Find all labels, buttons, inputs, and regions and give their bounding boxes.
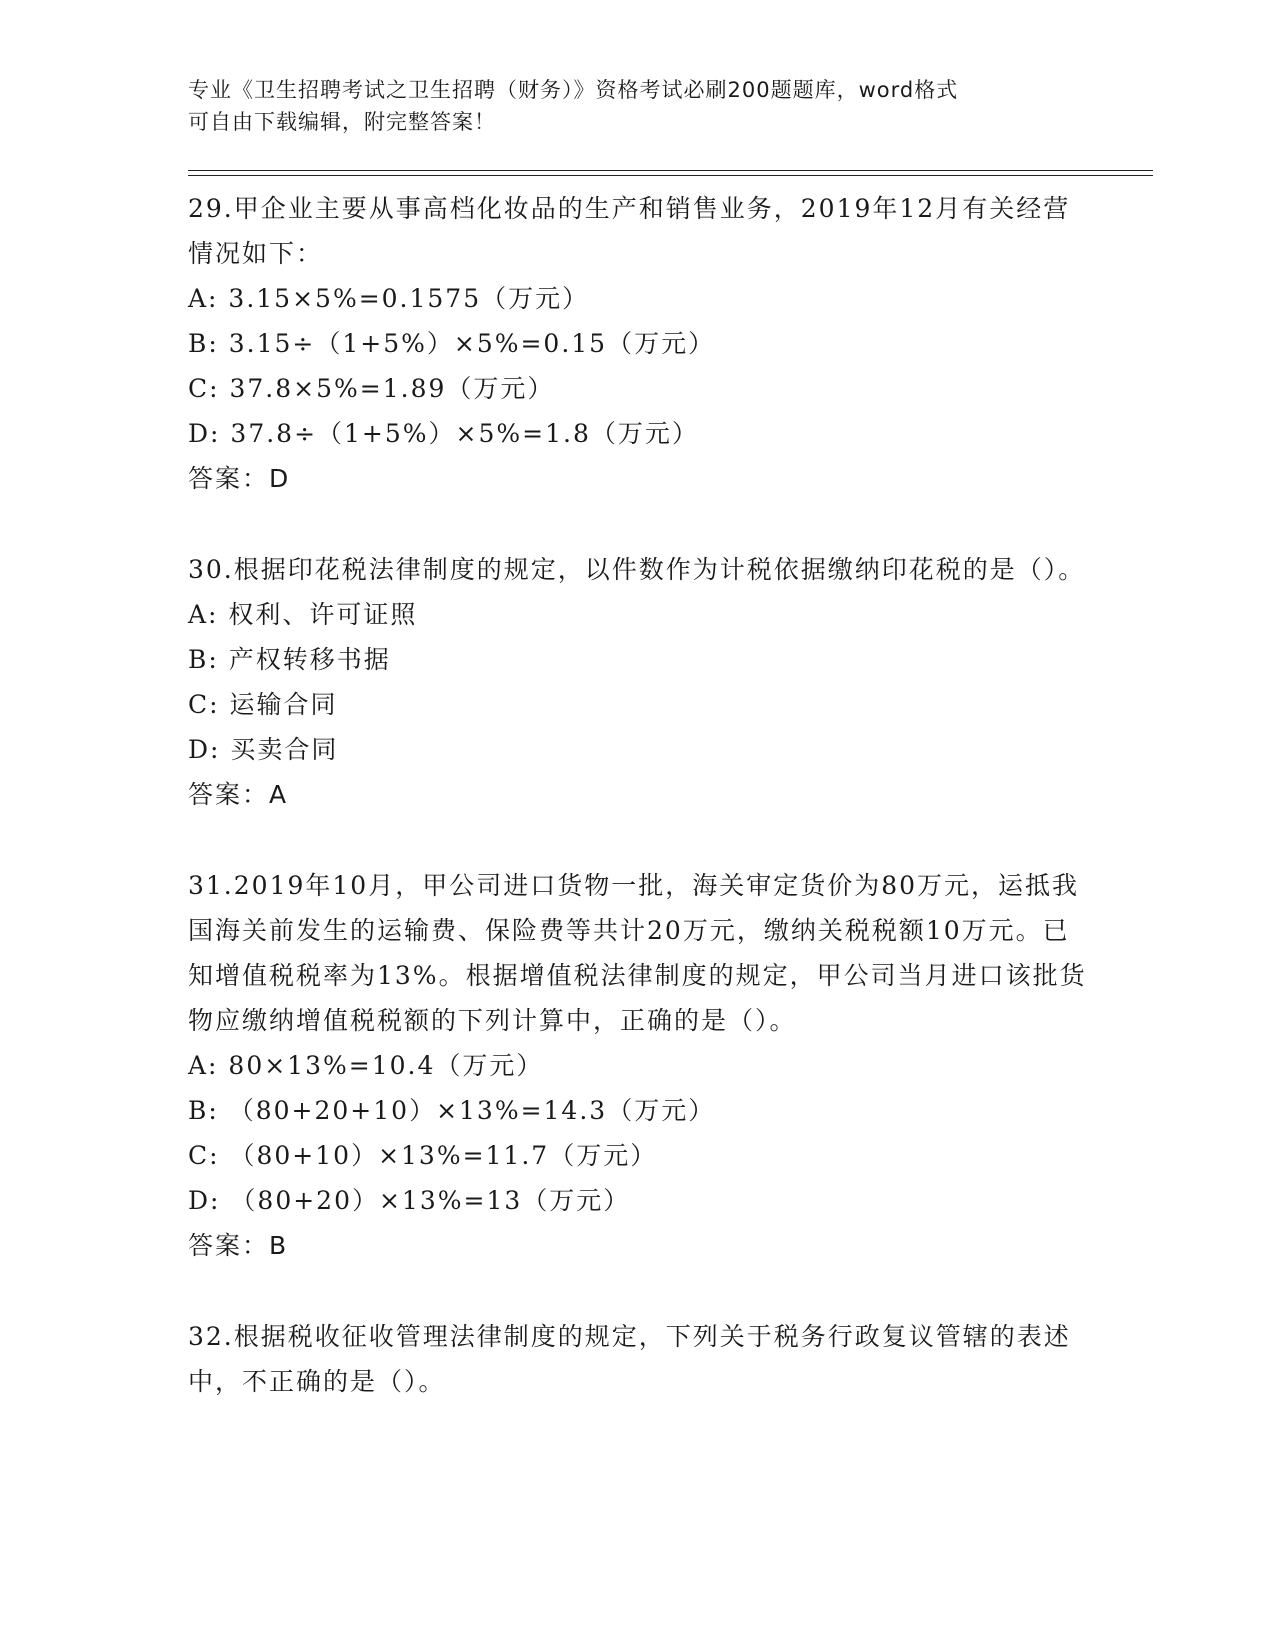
header-rule-bottom bbox=[188, 175, 1153, 176]
header-rule-top bbox=[188, 170, 1153, 171]
option-d: D: 37.8÷（1+5%）×5%=1.8（万元） bbox=[188, 419, 699, 448]
option-b: B: （80+20+10）×13%=14.3（万元） bbox=[188, 1096, 716, 1125]
question-31 bbox=[188, 863, 1088, 1268]
option-c: C: （80+10）×13%=11.7（万元） bbox=[188, 1141, 658, 1170]
option-c: C: 37.8×5%=1.89（万元） bbox=[188, 374, 555, 403]
answer-label: 答案：D bbox=[188, 464, 291, 493]
option-a: A: 权利、许可证照 bbox=[188, 600, 418, 629]
question-29 bbox=[188, 186, 1088, 501]
question-stem: 30.根据印花税法律制度的规定，以件数作为计税依据缴纳印花税的是（）。 bbox=[188, 555, 1086, 584]
option-b: B: 产权转移书据 bbox=[188, 645, 391, 674]
answer-label: 答案：A bbox=[188, 780, 289, 809]
option-d: D: （80+20）×13%=13（万元） bbox=[188, 1186, 631, 1215]
option-a: A: 3.15×5%=0.1575（万元） bbox=[188, 284, 590, 313]
header-line-1: 专业《卫生招聘考试之卫生招聘（财务）》资格考试必刷200题题库，word格式 bbox=[188, 78, 959, 102]
question-stem: 32.根据税收征收管理法律制度的规定，下列关于税务行政复议管辖的表述中，不正确的是（）。 bbox=[188, 1322, 1071, 1396]
question-stem: 31.2019年10月，甲公司进口货物一批，海关审定货价为80万元，运抵我国海关前发生的运输费、保险费等共计20万元，缴纳关税税额10万元。已知增值税税率为13%。根据增值税法律制度的规定，甲公司当月进口该批货物应缴纳增值税税额的下列计算中，正确的是（）。 bbox=[188, 871, 1087, 1035]
option-d: D: 买卖合同 bbox=[188, 735, 339, 764]
option-a: A: 80×13%=10.4（万元） bbox=[188, 1051, 544, 1080]
question-32 bbox=[188, 1314, 1088, 1404]
answer-label: 答案：B bbox=[188, 1231, 289, 1260]
document-header bbox=[188, 74, 1068, 138]
option-c: C: 运输合同 bbox=[188, 690, 338, 719]
header-line-2: 可自由下载编辑，附完整答案！ bbox=[188, 110, 496, 134]
question-stem: 29.甲企业主要从事高档化妆品的生产和销售业务，2019年12月有关经营情况如下： bbox=[188, 194, 1071, 268]
question-30 bbox=[188, 547, 1088, 817]
question-list bbox=[188, 186, 1088, 1450]
option-b: B: 3.15÷（1+5%）×5%=0.15（万元） bbox=[188, 329, 716, 358]
